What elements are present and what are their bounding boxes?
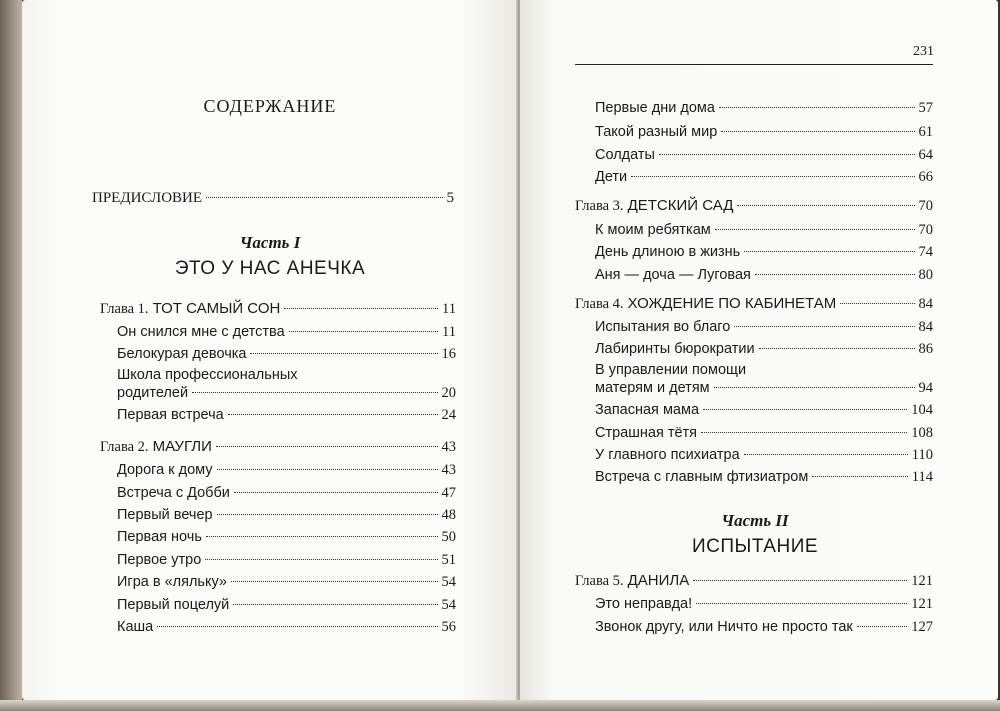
entry-page: 80 [918, 267, 933, 283]
entry-title: Первый вечер [117, 507, 213, 523]
entry-page: 11 [442, 324, 456, 340]
header-rule [575, 64, 933, 65]
toc-section [117, 618, 456, 636]
entry-title: Встреча с Добби [117, 485, 230, 501]
page-number: 231 [913, 44, 934, 59]
entry-title: ПРЕДИСЛОВИЕ [92, 190, 203, 206]
entry-title: Солдаты [595, 147, 655, 163]
entry-title: родителей [117, 385, 189, 401]
entry-title: Это неправда! [595, 596, 693, 612]
leader-dots [289, 331, 438, 332]
leader-dots [157, 626, 437, 627]
leader-dots [715, 229, 915, 230]
toc-section [595, 618, 933, 636]
toc-section [117, 528, 456, 546]
entry-page: 84 [918, 319, 933, 335]
entry-title: матерям и детям [595, 380, 710, 396]
leader-dots [250, 353, 437, 354]
toc-section [595, 468, 933, 486]
toc-chapter-3 [575, 197, 933, 215]
entry-page: 108 [911, 425, 933, 441]
entry-page: 56 [441, 619, 456, 635]
toc-section [117, 345, 456, 363]
chapter-name: ДЕТСКИЙ САД [627, 197, 734, 214]
toc-section [595, 266, 933, 284]
leader-dots [217, 514, 438, 515]
leader-dots [703, 409, 907, 410]
leader-dots [719, 107, 915, 108]
leader-dots [701, 432, 907, 433]
entry-title-line1: В управлении помощи [595, 362, 747, 378]
part-title: ЭТО У НАС АНЕЧКА [174, 258, 366, 279]
toc-section [595, 146, 933, 164]
leader-dots [284, 308, 438, 309]
leader-dots [693, 580, 907, 581]
toc-section [595, 401, 933, 419]
entry-title: Запасная мама [595, 402, 700, 418]
entry-title: Первые дни дома [595, 100, 715, 116]
entry-page: 74 [918, 244, 933, 260]
leader-dots [233, 604, 437, 605]
chapter-prefix: Глава 3. [575, 198, 624, 214]
leader-dots [714, 387, 915, 388]
entry-title: Он снился мне с детства [117, 324, 285, 340]
entry-page: 86 [918, 341, 933, 357]
toc-section [117, 384, 456, 402]
chapter-prefix: Глава 2. [100, 439, 149, 455]
part-label: Часть II [721, 511, 789, 530]
leader-dots [744, 251, 914, 252]
leader-dots [721, 131, 914, 132]
entry-page: 127 [911, 619, 933, 635]
entry-page: 121 [911, 596, 933, 612]
leader-dots [737, 205, 914, 206]
leader-dots [759, 348, 915, 349]
toc-section [595, 340, 933, 358]
entry-page: 54 [441, 574, 456, 590]
leader-dots [755, 274, 915, 275]
entry-title-line1: Школа профессиональных [117, 367, 298, 383]
toc-section [595, 123, 933, 141]
leader-dots [231, 581, 438, 582]
leader-dots [631, 176, 914, 177]
chapter-prefix: Глава 1. [100, 301, 149, 317]
toc-section [595, 221, 933, 239]
entry-title: Первое утро [117, 552, 202, 568]
toc-section [595, 99, 933, 117]
entry-title: Встреча с главным фтизиатром [595, 469, 809, 485]
entry-title: Лабиринты бюрократии [595, 341, 755, 357]
toc-entry-preface [92, 189, 454, 207]
toc-section [595, 424, 933, 442]
leader-dots [234, 492, 438, 493]
chapter-prefix: Глава 4. [575, 296, 624, 312]
leader-dots [840, 303, 914, 304]
entry-page: 50 [441, 529, 456, 545]
entry-title: Каша [117, 619, 154, 635]
book-bottom-edge [0, 700, 1000, 711]
toc-section [117, 323, 456, 341]
leader-dots [857, 626, 908, 627]
chapter-name: ДАНИЛА [627, 572, 690, 589]
leader-dots [216, 446, 438, 447]
chapter-name: МАУГЛИ [152, 438, 212, 455]
toc-section [117, 461, 456, 479]
part-label: Часть I [239, 233, 301, 252]
leader-dots [734, 326, 914, 327]
entry-title: Дети [595, 169, 628, 185]
leader-dots [812, 476, 907, 477]
entry-title: Игра в «ляльку» [117, 574, 227, 590]
entry-page: 61 [918, 124, 933, 140]
right-page [520, 0, 998, 700]
toc-section [117, 484, 456, 502]
entry-title: Страшная тётя [595, 425, 698, 441]
entry-page: 16 [441, 346, 456, 362]
toc-section [117, 551, 456, 569]
chapter-name: ХОЖДЕНИЕ ПО КАБИНЕТАМ [627, 295, 837, 312]
entry-title: Первый поцелуй [117, 597, 230, 613]
book-cover-edge [0, 0, 22, 711]
entry-page: 57 [918, 100, 933, 116]
leader-dots [744, 454, 908, 455]
entry-page: 43 [441, 439, 456, 455]
entry-page: 66 [918, 169, 933, 185]
entry-page: 121 [911, 573, 933, 589]
entry-page: 114 [911, 469, 933, 485]
toc-section [595, 379, 933, 397]
toc-section [117, 596, 456, 614]
toc-chapter-5 [575, 572, 933, 590]
entry-page: 24 [441, 407, 456, 423]
leader-dots [206, 536, 438, 537]
toc-section [595, 446, 933, 464]
entry-title: У главного психиатра [595, 447, 740, 463]
entry-title: К моим ребяткам [595, 222, 711, 238]
entry-page: 110 [911, 447, 933, 463]
toc-section [117, 506, 456, 524]
entry-page: 5 [446, 190, 454, 206]
leader-dots [206, 197, 442, 198]
entry-page: 70 [918, 222, 933, 238]
entry-title: Аня — доча — Луговая [595, 267, 751, 283]
leader-dots [659, 154, 915, 155]
entry-page: 20 [441, 385, 456, 401]
leader-dots [696, 603, 907, 604]
part-title: ИСПЫТАНИЕ [691, 536, 819, 557]
entry-page: 47 [441, 485, 456, 501]
entry-title: Первая встреча [117, 407, 224, 423]
entry-page: 43 [441, 462, 456, 478]
entry-page: 11 [442, 301, 456, 317]
leader-dots [205, 559, 437, 560]
entry-title: Белокурая девочка [117, 346, 247, 362]
entry-title: Испытания во благо [595, 319, 731, 335]
entry-title: Дорога к дому [117, 462, 213, 478]
entry-page: 84 [918, 296, 933, 312]
toc-section [595, 595, 933, 613]
entry-page: 54 [441, 597, 456, 613]
entry-title: Первая ночь [117, 529, 202, 545]
left-page [22, 0, 518, 700]
toc-section [117, 573, 456, 591]
leader-dots [228, 414, 438, 415]
entry-page: 94 [918, 380, 933, 396]
entry-page: 64 [918, 147, 933, 163]
entry-title: Такой разный мир [595, 124, 718, 140]
leader-dots [192, 392, 437, 393]
toc-section [117, 406, 456, 424]
toc-chapter-1 [100, 300, 456, 318]
entry-title: День длиною в жизнь [595, 244, 741, 260]
chapter-prefix: Глава 5. [575, 573, 624, 589]
leader-dots [217, 469, 438, 470]
toc-section [595, 168, 933, 186]
chapter-name: ТОТ САМЫЙ СОН [152, 300, 281, 317]
entry-page: 70 [918, 198, 933, 214]
toc-chapter-4 [575, 295, 933, 313]
entry-page: 51 [441, 552, 456, 568]
toc-heading: СОДЕРЖАНИЕ [203, 96, 337, 116]
entry-title: Звонок другу, или Ничто не просто так [595, 619, 853, 635]
toc-section [595, 243, 933, 261]
toc-chapter-2 [100, 438, 456, 456]
entry-page: 48 [441, 507, 456, 523]
entry-page: 104 [911, 402, 933, 418]
toc-section [595, 318, 933, 336]
